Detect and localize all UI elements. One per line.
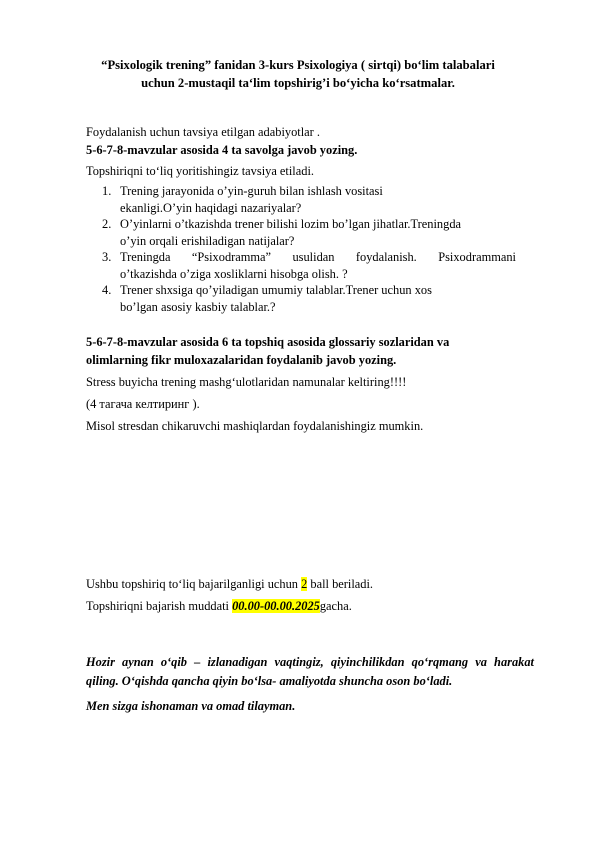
question-item: [120, 282, 520, 315]
motto-paragraph: [86, 654, 534, 689]
question-item: [120, 249, 516, 282]
question-line: o’tkazishda o’ziga xosliklarni hisobga olish. ?: [120, 266, 348, 281]
count-instruction: (4 тагача келтиринг ).: [86, 397, 200, 411]
score-value: 2: [301, 577, 308, 591]
question-item: [120, 216, 520, 249]
question-line: ekanligi.O’yin haqidagi nazariyalar?: [120, 200, 302, 215]
task2-heading-line-1: 5-6-7-8-mavzular asosida 6 ta topshiq asosida glossariy sozlaridan va: [86, 335, 450, 349]
question-item: [120, 183, 440, 216]
deadline-text-after: gacha.: [319, 599, 352, 613]
recommendation-text: Foydalanish uchun tavsiya etilgan adabiyotlar .: [86, 125, 320, 139]
question-line: O’yinlarni o’tkazishda trener bilishi lozim bo’lgan jihatlar.Treningda: [120, 217, 462, 231]
question-line: bo’lgan asosiy kasbiy talablar.?: [120, 299, 276, 314]
title-line-1: “Psixologik trening” fanidan 3-kurs Psixologiya ( sirtqi) bo‘lim talabalari: [101, 58, 495, 72]
question-line: Trening jarayonida o’yin-guruh bilan ishlash vositasi: [120, 184, 383, 198]
question-number: 2.: [102, 217, 112, 231]
task2-heading-line-2: olimlarning fikr muloxazalaridan foydalanib javob yozing.: [86, 353, 397, 367]
deadline-text-before: Topshiriqni bajarish muddati: [86, 599, 233, 613]
document-title: [70, 56, 526, 92]
title-line-2: uchun 2-mustaqil ta‘lim topshirig’i bo‘yicha ko‘rsatmalar.: [141, 76, 455, 90]
question-number: 3.: [102, 250, 112, 264]
motto-line-1: Hozir aynan o‘qib – izlanadigan vaqtingiz, qiyinchilikdan qo‘rqmang va harakat: [86, 655, 534, 669]
question-line: Trener shxsiga qo’yiladigan umumiy talablar.Trener uchun xos: [120, 283, 432, 297]
score-line: [86, 576, 373, 592]
question-number: 1.: [102, 184, 112, 198]
question-line: Treningda “Psixodramma” usulidan foydalanish. Psixodrammani: [120, 250, 516, 264]
task1-note: Topshiriqni to‘liq yoritishingiz tavsiya etiladi.: [86, 164, 314, 178]
score-text-before: Ushbu topshiriq to‘liq bajarilganligi uchun: [86, 577, 302, 591]
motto-line-2: qiling. O‘qishda qancha qiyin bo‘lsa- amaliyotda shuncha oson bo‘ladi.: [86, 674, 453, 688]
task1-heading: 5-6-7-8-mavzular asosida 4 ta savolga javob yozing.: [86, 143, 358, 157]
deadline-value: 00.00-00.00.2025: [232, 599, 320, 613]
example-instruction: Misol stresdan chikaruvchi mashiqlardan foydalanishingiz mumkin.: [86, 419, 424, 433]
closing-text: Men sizga ishonaman va omad tilayman.: [86, 699, 296, 713]
deadline-line: [86, 598, 352, 614]
score-text-after: ball beriladi.: [307, 577, 374, 591]
question-number: 4.: [102, 283, 112, 297]
question-line: o’yin orqali erishiladigan natijalar?: [120, 233, 295, 248]
stress-instruction: Stress buyicha trening mashg‘ulotlaridan namunalar keltiring!!!!: [86, 375, 407, 389]
